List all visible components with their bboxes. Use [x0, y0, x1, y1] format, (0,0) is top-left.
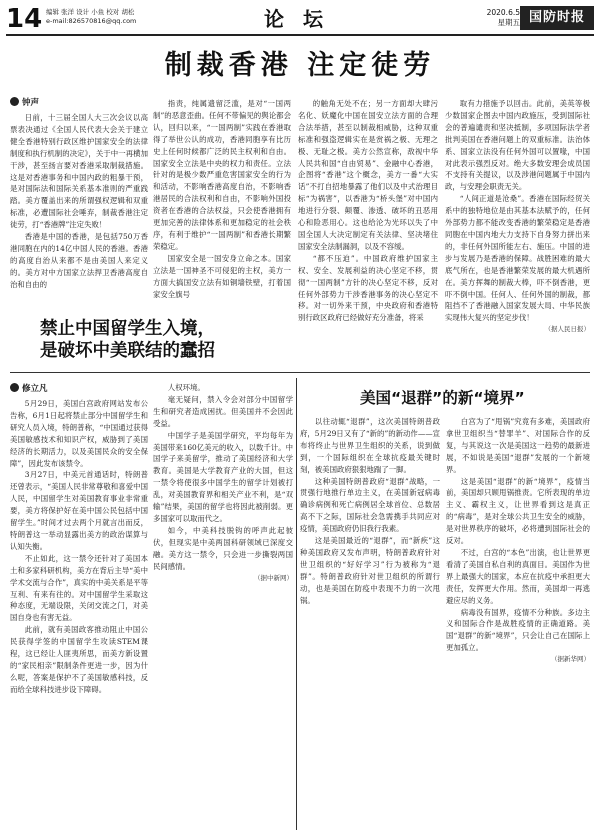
article3-c2-p2: 这是美国“退群”的新“境界”，疫情当前，美国却只顾甩锅推责。它所表现的单边主义、霸权主义，让世界看到这是真正的“病毒”，是对全球公共卫生安全的威胁，是对世界秩序的破坏，必将遭到国际社会的反对。 [446, 476, 590, 546]
article1-c2-p2: 国家安全是一国安身立命之本。国家立法是一国神圣不可侵犯的主权，美方一方面大搞国安立法有如铜墙铁壁，打着国家安全旗号 [153, 253, 291, 299]
article2-column-2 [153, 382, 293, 828]
article2-c2-p4: 如今，中美科技脱钩的呼声此起彼伏，但现实是中美两国科研领域已深度交融。美方这一禁令，只会进一步撕裂两国民间感情。 [153, 525, 293, 571]
article1-c3-p1: 的触角无处不在；另一方面却大肆污名化、妖魔化中国在国安立法方面的合理合法举措，甚至以制裁相威胁，这种双重标准和强盗逻辑实在是赏祸之极、无理之极、无耻之极。美方公然宣称，敌视中华人民共和国“自由贸易”、金融中心香港，企图将“香港”这个概念，美方一番“大实话”不打自招地暴露了他们以及中式治理目标“为祸害”，以香港为“桥头堡”对中国内地进行分裂、颠覆、渗透、破坏的丑恶用心和险恶用心。这也给沦为光环以失了中国全国人大决定制定有关法律、坚决堵住国家安全法制漏洞，以及不容缓。 [298, 99, 438, 251]
article1-title: 制裁香港 注定徒劳 [164, 50, 436, 81]
article1-column-2 [153, 98, 291, 342]
article2-c1-p4: 此前，就有美国政客推动阻止中国公民获得学签的中国留学生攻读STEM课程，这已经让人匪夷所思，而美方新设置的“家民相亲”限制条件更进一步，因为什么呢，答案是保护不了美国敏感科技，反而给全球科技进步设下障碍。 [10, 625, 148, 694]
article2-c1-p3: 不止如此，这一禁令还针对了美国本土和多家科研机构，美方在背后主导“美中学术交流与合作”，真实的中美关系是平等互利、有来有往的。对中国留学生采取这种态度，无端设限，关闭交流之门，对美国自身也有害无益。 [10, 553, 148, 623]
column-divider [296, 378, 297, 830]
article1-c1-p1: 日前，十三届全国人大三次会议以高票表决通过《全国人民代表大会关于建立健全香港特别行政区维护国家安全的法律制度和执行机制的决定》，关于中一再横加干涉，甚至扬言要对香港采取制裁措施。这是对香港事务和中国内政的粗暴干预，是对国际法和国际关系基本准则的严重践踏。美方覆盖出来的所谓强权逻辑和双重标准，必遭国际社会唾弃，制裁香港注定徒劳，打“香港牌”注定失败！ [10, 113, 148, 230]
article3-c2-p4: 病毒没有国界，疫情不分种族。多边主义和国际合作是战胜疫情的正确道路。美国“退群”的新“境界”，只会让自己在国际上更加孤立。 [446, 607, 590, 653]
article2-author-line [10, 382, 148, 396]
article2-title-line2: 是破坏中美联结的蠢招 [40, 341, 215, 361]
article3-title: 美国“退群”的新“境界” [360, 389, 525, 407]
issue-date: 2020.6.5 [486, 8, 520, 17]
page-number: 14 [6, 4, 43, 34]
article3-c1-p3: 这是美国最近的“退群”，而“新疾”这种美国政府又发布声明，特朗普政府针对世卫组织的“好好学习”行为被称为“退群”。特朗普政府针对世卫组织的所谓行动，也是美国在防疫中表现不力的一次甩锅。 [300, 536, 440, 605]
article1-c3-p2: “都不压迫”。中国政府维护国家主权、安全、发展利益的决心坚定不移，贯彻“一国两制”方针的决心坚定不移，反对任何外部势力干涉香港事务的决心坚定不移。对一切外来干预，中央政府和香港特别行政区政府已经做好充分准备，将采 [298, 253, 438, 323]
article1-c4-p2: “人间正道是沧桑”。香港在国际经贸关系中的独特地位是由其基本法赋予的，任何外部势力都不能改变香港的繁荣稳定是香港同胞在中国内地大力支持下自身努力拼出来的，非任何外国所能左右、施压。中国的进步与发展乃是香港的保障。战胜困难的最大底气所在，也是香港繁荣发展的最大机遇所在。美方挥舞的制裁大棒，吓不倒香港，更吓不倒中国。任何人、任何外国的制裁，都阻挡不了香港融入国家发展大局、中华民族实现伟大复兴的坚定步伐！ [445, 194, 590, 323]
article2-c2-p2: 毫无疑问，禁入令会对部分中国留学生和研究者造成困扰。但美国并不会因此受益。 [153, 394, 293, 428]
article3-c1-p1: 以往动辄“退群”，这次美国特朗普政府，5月29日又有了“新的”的新动作——宣布将终止与世界卫生组织的关系，说到做到，一个国际组织在全球抗疫最关键时刻，被美国政府狠狠地踹了一脚。 [300, 417, 440, 474]
article2-c1-p1: 5月29日，美国白宫政府网站发布公告称，6月1日起将禁止部分中国留学生和研究人员入境，特朗普称，“中国通过获得美国敏感技术和知识产权，威胁到了美国经济的长期活力，以及美国民众的安全保障”，因此发布该禁令。 [10, 399, 148, 468]
article2-c2-p1: 人权环境。 [167, 383, 205, 392]
page-header [6, 4, 594, 36]
article1-column-4 [445, 98, 590, 370]
article1-c2-p1: 指责，纯属遗留泛滥，是对“一国两制”的恶意歪曲。任何不带偏见的舆论都会认，回归以来，“一国两制”实践在香港取得了举世公认的成功，香港同胞享有比历史上任何时候都广泛的民主权利和自由。国家安全立法是中央的权力和责任。立法针对的是极少数严重危害国家安全的行为和活动，不影响香港高度自治，不影响香港居民的合法权利和自由，不影响外国投资者在香港的合法权益，只会使香港拥有更加完善的法律体系和更加稳定的社会秩序，有利于维护“一国两制”和香港长期繁荣稳定。 [153, 99, 291, 251]
article1-author: 钟声 [22, 98, 40, 108]
author-marker-icon [10, 383, 19, 392]
issue-weekday: 星期五 [497, 18, 520, 27]
article2-title [40, 318, 300, 362]
article2-c1-p2: 3月27日，中美元首通话时，特朗普还曾表示，“美国人民非常尊敬和喜爱中国人民，中国留学生对美国教育事业非常重要，美方将保护好在美中国公民包括中国留学生。”时间才过去两个月就言出而反，特朗普这一举动显露出美方的政治谋算与认知失衡。 [10, 470, 148, 551]
email-line: e-mail:826570816@qq.com [46, 17, 137, 25]
divider [10, 372, 590, 373]
article1-column-1 [10, 96, 148, 314]
article2-c2-p3: 中国学子是美国学研究，平均每年为美国带来160亿美元的收入，以数千计。中国学子来美留学，推动了美国经济和大学教育。美国是大学教育产业的大国，但这一禁令将使很多中国学生的留学计划被打乱，对美国教育界和相关产业不利，是“双输”结果，美国的留学也将因此被削弱。更多国家可以取而代之。 [153, 430, 293, 523]
article3-c2-p3: 不过，白宫的“本色”出演，也让世界更看清了美国自私自利的真面目。美国作为世界上最强大的国家，本应在抗疫中承担更大责任，发挥更大作用。然而，美国却一再逃避应尽的义务。 [446, 547, 590, 605]
date-info [476, 8, 520, 28]
article1-c1-p2: 香港是中国的香港，是包括750万香港同胞在内的14亿中国人民的香港。香港的高度自治从来都不是由美国人来定义的。美方对中方国家立法捍卫香港高度自治和自由的 [10, 232, 148, 289]
article1-author-line [10, 96, 148, 110]
article3-column-2 [446, 416, 590, 828]
article1-column-3 [298, 98, 438, 370]
section-name: 论 坛 [264, 7, 329, 31]
author-marker-icon [10, 97, 19, 106]
article1-c4-p1: 取有力措施予以回击。此前，美英等极少数国家企图去中国内政施压，受到国际社会的普遍谴责和坚决抵制，多项国际法学者批判美国在香港问题上的双重标准。法治体系、国家立法没有任何外国可以置喙，中国对此表示强烈反对。绝大多数安理会成员国不支持有关提议，以及涉港问题属于中国内政，与安理会职责无关。 [445, 99, 590, 192]
article3-column-1 [300, 416, 440, 828]
article3-source: （据新华网） [551, 655, 590, 664]
editor-line: 编辑 张洋 设计 小鱼 校对 胡松 [46, 8, 135, 16]
article3-c2-p1: 白宫为了“甩锅”究竟有多难，美国政府拿世卫组织当“替罪羊”、对国际合作的反复，与其说这一次是美国这一趋势的最新进展，不如说是美国“退群”发展的一个新境界。 [446, 417, 590, 474]
article2-author: 修立凡 [22, 384, 48, 394]
newspaper-logo: 国防时报 [520, 6, 594, 30]
article3-c1-p2: 这种美国特朗普政府“退群”战略，一贯强行地推行单边主义，在美国新冠病毒确诊病例和死亡病例居全球首位、总数居高不下之际，国际社会急需携手共同应对疫情，美国政府仍旧我行我素。 [300, 476, 440, 534]
article1-source: （据人民日报） [544, 325, 590, 334]
editor-info [46, 8, 136, 26]
article2-source: （据中新网） [254, 573, 293, 582]
article2-title-line1: 禁止中国留学生入境， [40, 319, 215, 339]
article2-column-1 [10, 382, 148, 828]
